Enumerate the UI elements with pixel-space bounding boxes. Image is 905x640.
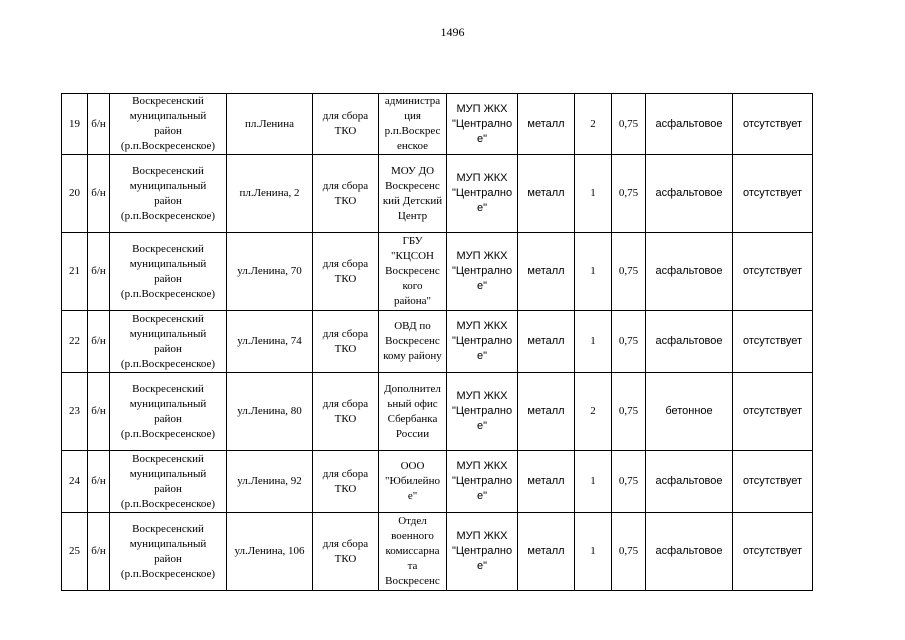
fence-cell: отсутствует — [733, 94, 813, 155]
fence-cell: отсутствует — [733, 513, 813, 591]
row-number: 22 — [62, 311, 88, 373]
purpose-cell: для сбора ТКО — [313, 451, 379, 513]
municipality-cell: Воскресенский муниципальный район (р.п.Воскресенское) — [110, 311, 227, 373]
fence-cell: отсутствует — [733, 233, 813, 311]
operator-cell: МУП ЖКХ "Централно е" — [447, 451, 518, 513]
address-cell: ул.Ленина, 106 — [227, 513, 313, 591]
surface-cell: асфальтовое — [646, 451, 733, 513]
volume-cell: 0,75 — [612, 373, 646, 451]
address-cell: ул.Ленина, 70 — [227, 233, 313, 311]
operator-cell: МУП ЖКХ "Централно е" — [447, 513, 518, 591]
municipality-cell: Воскресенский муниципальный район (р.п.Воскресенское) — [110, 373, 227, 451]
owner-cell: Отдел военного комиссарна та Воскресенс — [379, 513, 447, 591]
operator-cell: МУП ЖКХ "Централно е" — [447, 94, 518, 155]
owner-cell: ОВД по Воскресенс кому району — [379, 311, 447, 373]
operator-cell: МУП ЖКХ "Централно е" — [447, 311, 518, 373]
material-cell: металл — [518, 451, 575, 513]
table-row — [62, 155, 813, 233]
count-cell: 1 — [575, 233, 612, 311]
volume-cell: 0,75 — [612, 311, 646, 373]
fence-cell: отсутствует — [733, 373, 813, 451]
row-number: 20 — [62, 155, 88, 233]
fence-cell: отсутствует — [733, 451, 813, 513]
owner-cell: Дополнител ьный офис Сбербанка России — [379, 373, 447, 451]
volume-cell: 0,75 — [612, 94, 646, 155]
owner-cell: ООО "Юбилейно е" — [379, 451, 447, 513]
municipality-cell: Воскресенский муниципальный район (р.п.Воскресенское) — [110, 94, 227, 155]
purpose-cell: для сбора ТКО — [313, 155, 379, 233]
count-cell: 1 — [575, 155, 612, 233]
number-cell: б/н — [88, 233, 110, 311]
material-cell: металл — [518, 311, 575, 373]
fence-cell: отсутствует — [733, 311, 813, 373]
volume-cell: 0,75 — [612, 233, 646, 311]
table-row — [62, 451, 813, 513]
material-cell: металл — [518, 233, 575, 311]
fence-cell: отсутствует — [733, 155, 813, 233]
operator-cell: МУП ЖКХ "Централно е" — [447, 155, 518, 233]
address-cell: ул.Ленина, 92 — [227, 451, 313, 513]
municipality-cell: Воскресенский муниципальный район (р.п.Воскресенское) — [110, 513, 227, 591]
count-cell: 2 — [575, 373, 612, 451]
owner-cell: МОУ ДО Воскресенс кий Детский Центр — [379, 155, 447, 233]
material-cell: металл — [518, 513, 575, 591]
number-cell: б/н — [88, 94, 110, 155]
material-cell: металл — [518, 155, 575, 233]
table-row — [62, 94, 813, 155]
surface-cell: асфальтовое — [646, 311, 733, 373]
municipality-cell: Воскресенский муниципальный район (р.п.Воскресенское) — [110, 451, 227, 513]
purpose-cell: для сбора ТКО — [313, 94, 379, 155]
purpose-cell: для сбора ТКО — [313, 373, 379, 451]
number-cell: б/н — [88, 311, 110, 373]
page-number: 1496 — [440, 25, 465, 39]
count-cell: 1 — [575, 311, 612, 373]
address-cell: пл.Ленина — [227, 94, 313, 155]
address-cell: пл.Ленина, 2 — [227, 155, 313, 233]
number-cell: б/н — [88, 373, 110, 451]
operator-cell: МУП ЖКХ "Централно е" — [447, 373, 518, 451]
row-number: 21 — [62, 233, 88, 311]
material-cell: металл — [518, 373, 575, 451]
count-cell: 2 — [575, 94, 612, 155]
row-number: 25 — [62, 513, 88, 591]
address-cell: ул.Ленина, 80 — [227, 373, 313, 451]
address-cell: ул.Ленина, 74 — [227, 311, 313, 373]
row-number: 23 — [62, 373, 88, 451]
number-cell: б/н — [88, 513, 110, 591]
purpose-cell: для сбора ТКО — [313, 311, 379, 373]
number-cell: б/н — [88, 451, 110, 513]
row-number: 24 — [62, 451, 88, 513]
row-number: 19 — [62, 94, 88, 155]
surface-cell: бетонное — [646, 373, 733, 451]
table-row — [62, 373, 813, 451]
table-row — [62, 233, 813, 311]
volume-cell: 0,75 — [612, 451, 646, 513]
material-cell: металл — [518, 94, 575, 155]
owner-cell: администра ция р.п.Воскрес енское — [379, 94, 447, 155]
municipality-cell: Воскресенский муниципальный район (р.п.Воскресенское) — [110, 155, 227, 233]
surface-cell: асфальтовое — [646, 513, 733, 591]
table-row — [62, 513, 813, 591]
table-row — [62, 311, 813, 373]
purpose-cell: для сбора ТКО — [313, 233, 379, 311]
surface-cell: асфальтовое — [646, 94, 733, 155]
operator-cell: МУП ЖКХ "Централно е" — [447, 233, 518, 311]
purpose-cell: для сбора ТКО — [313, 513, 379, 591]
volume-cell: 0,75 — [612, 155, 646, 233]
owner-cell: ГБУ "КЦСОН Воскресенс кого района" — [379, 233, 447, 311]
count-cell: 1 — [575, 513, 612, 591]
surface-cell: асфальтовое — [646, 155, 733, 233]
waste-sites-table — [61, 93, 813, 591]
municipality-cell: Воскресенский муниципальный район (р.п.Воскресенское) — [110, 233, 227, 311]
number-cell: б/н — [88, 155, 110, 233]
count-cell: 1 — [575, 451, 612, 513]
volume-cell: 0,75 — [612, 513, 646, 591]
surface-cell: асфальтовое — [646, 233, 733, 311]
